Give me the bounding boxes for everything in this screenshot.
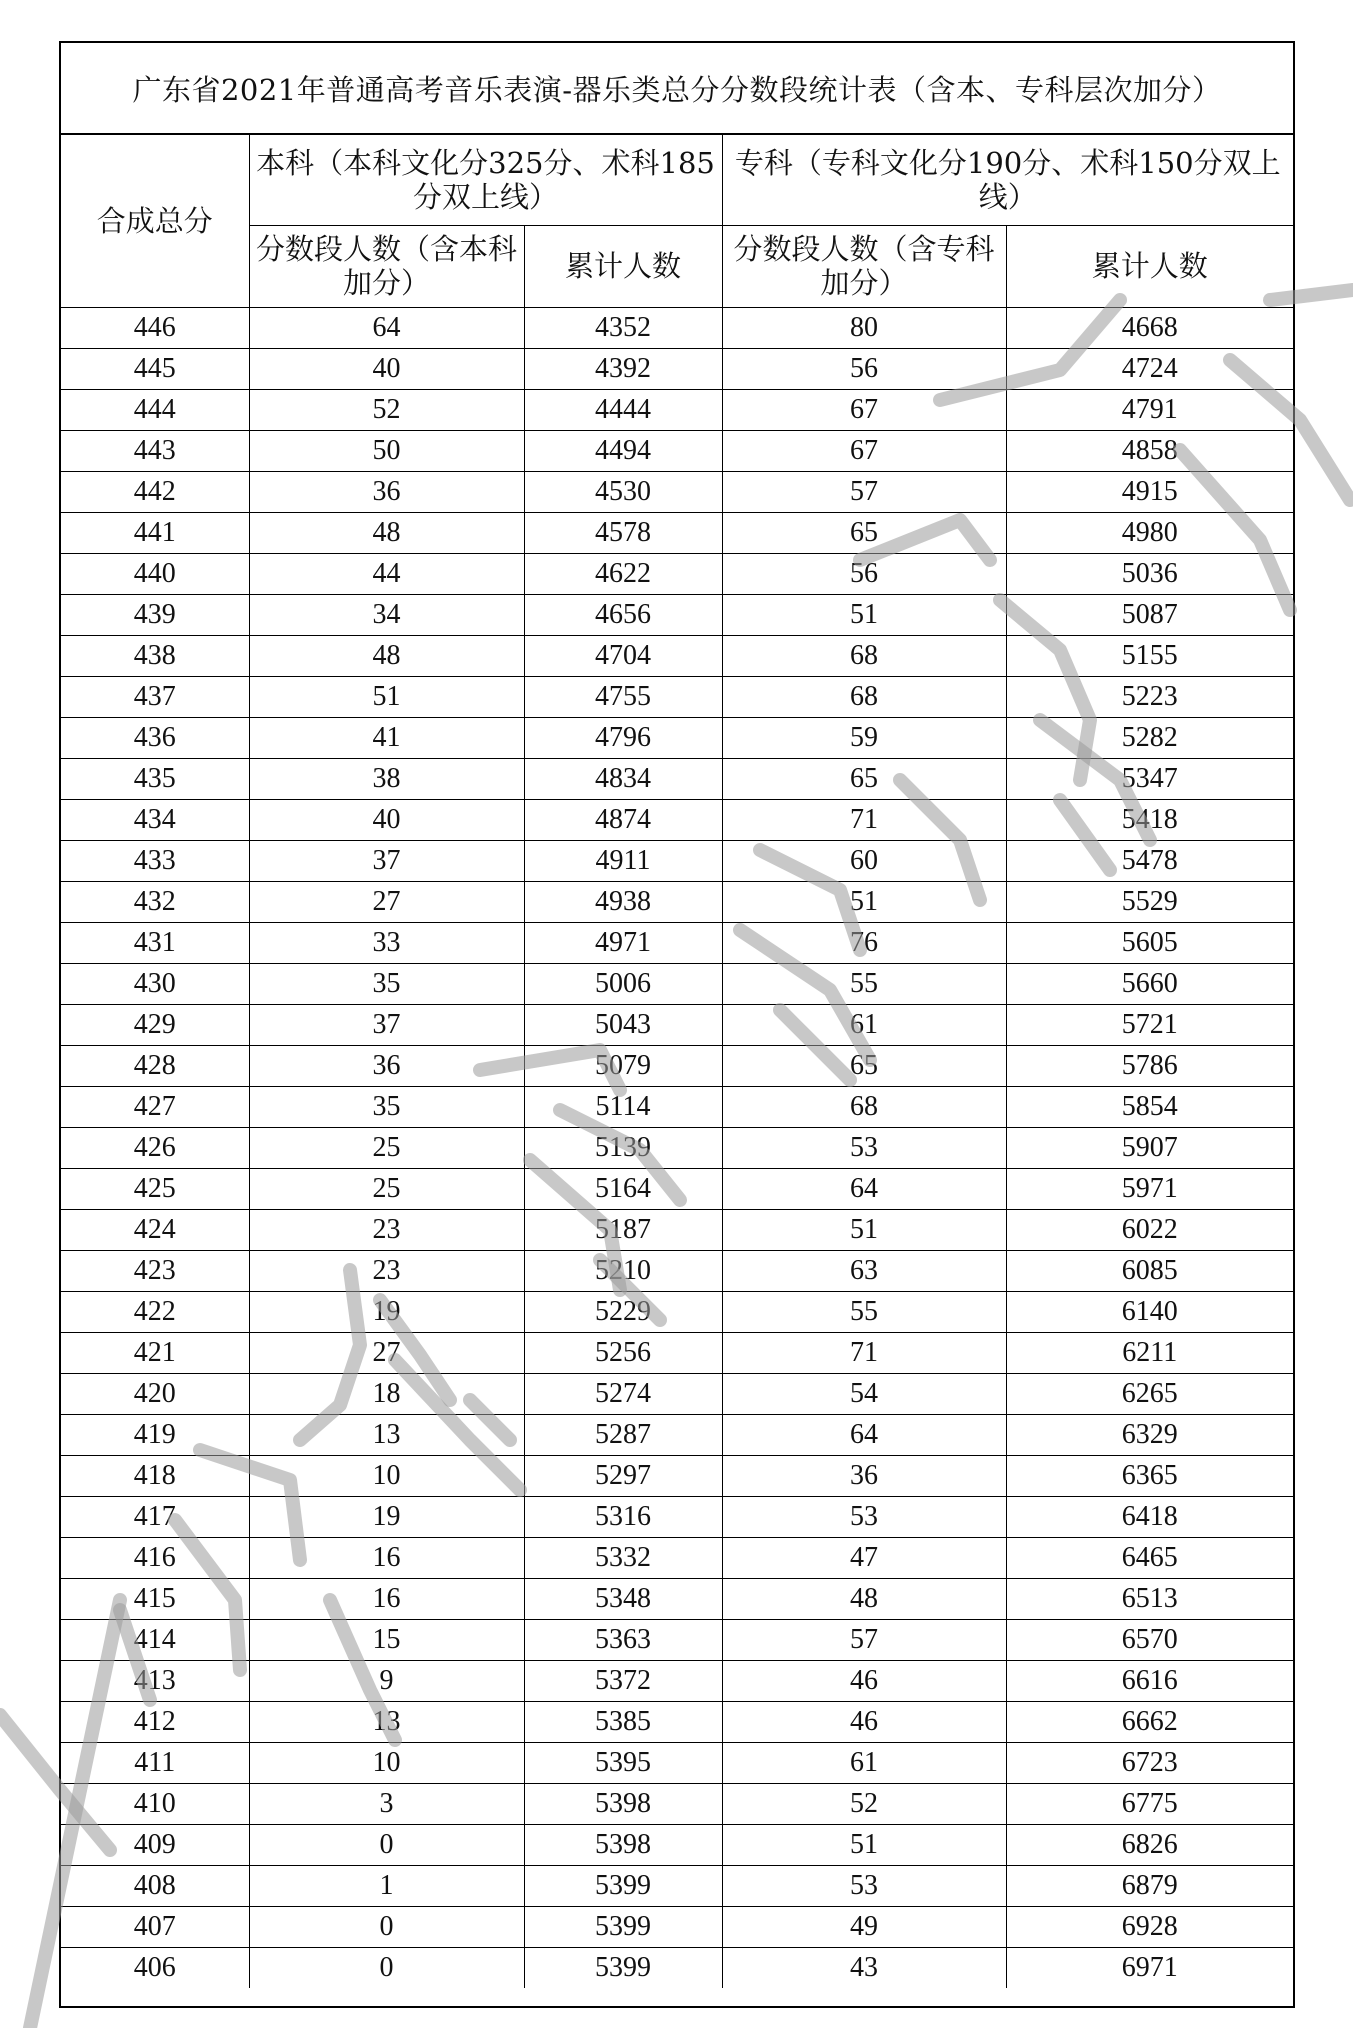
table-row [61,1824,1293,1865]
cell-undergrad-count: 44 [249,553,524,594]
cell-undergrad-cumulative: 5399 [524,1906,722,1947]
cell-junior-count: 71 [722,1332,1006,1373]
cell-total-score: 439 [61,594,249,635]
cell-undergrad-cumulative: 5210 [524,1250,722,1291]
cell-undergrad-count: 33 [249,922,524,963]
table-title: 广东省2021年普通高考音乐表演-器乐类总分分数段统计表（含本、专科层次加分） [61,43,1293,135]
table-row [61,1578,1293,1619]
cell-total-score: 408 [61,1865,249,1906]
cell-undergrad-cumulative: 5398 [524,1783,722,1824]
cell-junior-cumulative: 6465 [1006,1537,1293,1578]
cell-undergrad-count: 40 [249,799,524,840]
cell-total-score: 417 [61,1496,249,1537]
cell-undergrad-cumulative: 4578 [524,512,722,553]
cell-junior-count: 68 [722,676,1006,717]
cell-junior-count: 67 [722,430,1006,471]
cell-total-score: 430 [61,963,249,1004]
cell-total-score: 440 [61,553,249,594]
cell-undergrad-cumulative: 5139 [524,1127,722,1168]
cell-undergrad-count: 41 [249,717,524,758]
table-row [61,307,1293,348]
cell-undergrad-cumulative: 5256 [524,1332,722,1373]
table-row [61,1004,1293,1045]
table-row [61,635,1293,676]
header-undergrad-count: 分数段人数（含本科加分） [249,225,524,307]
cell-total-score: 434 [61,799,249,840]
cell-junior-cumulative: 6140 [1006,1291,1293,1332]
table-row [61,1947,1293,1988]
cell-undergrad-cumulative: 5363 [524,1619,722,1660]
cell-undergrad-count: 16 [249,1578,524,1619]
cell-undergrad-count: 35 [249,963,524,1004]
cell-undergrad-count: 23 [249,1250,524,1291]
cell-total-score: 441 [61,512,249,553]
cell-junior-count: 63 [722,1250,1006,1291]
cell-undergrad-count: 18 [249,1373,524,1414]
table-row [61,922,1293,963]
cell-undergrad-cumulative: 5229 [524,1291,722,1332]
table-row [61,799,1293,840]
cell-undergrad-cumulative: 5079 [524,1045,722,1086]
header-undergrad-cumulative: 累计人数 [524,225,722,307]
cell-junior-count: 67 [722,389,1006,430]
cell-junior-count: 65 [722,1045,1006,1086]
cell-undergrad-cumulative: 4971 [524,922,722,963]
cell-total-score: 411 [61,1742,249,1783]
cell-undergrad-cumulative: 4704 [524,635,722,676]
cell-undergrad-cumulative: 5287 [524,1414,722,1455]
cell-total-score: 414 [61,1619,249,1660]
table-row [61,1209,1293,1250]
cell-junior-count: 57 [722,1619,1006,1660]
cell-undergrad-count: 52 [249,389,524,430]
cell-total-score: 406 [61,1947,249,1988]
cell-junior-cumulative: 5418 [1006,799,1293,840]
cell-junior-cumulative: 4915 [1006,471,1293,512]
cell-undergrad-cumulative: 5316 [524,1496,722,1537]
cell-undergrad-count: 13 [249,1414,524,1455]
cell-junior-count: 64 [722,1168,1006,1209]
cell-junior-count: 51 [722,1209,1006,1250]
cell-junior-count: 76 [722,922,1006,963]
cell-undergrad-cumulative: 4622 [524,553,722,594]
cell-total-score: 412 [61,1701,249,1742]
cell-junior-cumulative: 6365 [1006,1455,1293,1496]
cell-undergrad-cumulative: 4530 [524,471,722,512]
cell-total-score: 443 [61,430,249,471]
cell-undergrad-count: 16 [249,1537,524,1578]
cell-undergrad-count: 50 [249,430,524,471]
cell-undergrad-count: 51 [249,676,524,717]
cell-total-score: 436 [61,717,249,758]
cell-total-score: 445 [61,348,249,389]
cell-undergrad-cumulative: 5385 [524,1701,722,1742]
cell-undergrad-cumulative: 4656 [524,594,722,635]
cell-undergrad-cumulative: 4444 [524,389,722,430]
cell-junior-cumulative: 6570 [1006,1619,1293,1660]
cell-undergrad-count: 35 [249,1086,524,1127]
cell-junior-cumulative: 4668 [1006,307,1293,348]
table-row [61,594,1293,635]
cell-undergrad-cumulative: 5043 [524,1004,722,1045]
cell-undergrad-count: 25 [249,1168,524,1209]
cell-undergrad-count: 13 [249,1701,524,1742]
cell-junior-cumulative: 5087 [1006,594,1293,635]
cell-junior-cumulative: 6616 [1006,1660,1293,1701]
table-row [61,1537,1293,1578]
cell-undergrad-count: 38 [249,758,524,799]
cell-total-score: 431 [61,922,249,963]
table-row [61,389,1293,430]
cell-junior-cumulative: 5660 [1006,963,1293,1004]
table-row [61,1414,1293,1455]
cell-total-score: 424 [61,1209,249,1250]
cell-junior-count: 43 [722,1947,1006,1988]
table-row [61,963,1293,1004]
cell-junior-count: 51 [722,594,1006,635]
table-row [61,348,1293,389]
cell-undergrad-count: 10 [249,1455,524,1496]
table-header [61,135,1293,307]
table-row [61,1742,1293,1783]
header-total-score: 合成总分 [61,135,249,307]
cell-junior-count: 46 [722,1660,1006,1701]
table-row [61,1250,1293,1291]
cell-total-score: 444 [61,389,249,430]
cell-junior-cumulative: 6826 [1006,1824,1293,1865]
cell-undergrad-count: 36 [249,1045,524,1086]
cell-undergrad-count: 64 [249,307,524,348]
cell-junior-count: 36 [722,1455,1006,1496]
cell-undergrad-count: 10 [249,1742,524,1783]
table-row [61,1332,1293,1373]
cell-undergrad-cumulative: 5164 [524,1168,722,1209]
cell-junior-count: 53 [722,1127,1006,1168]
cell-junior-count: 51 [722,881,1006,922]
cell-undergrad-cumulative: 4911 [524,840,722,881]
cell-total-score: 426 [61,1127,249,1168]
cell-undergrad-count: 23 [249,1209,524,1250]
cell-junior-count: 68 [722,635,1006,676]
cell-undergrad-count: 25 [249,1127,524,1168]
cell-junior-count: 65 [722,512,1006,553]
cell-undergrad-count: 48 [249,635,524,676]
cell-total-score: 428 [61,1045,249,1086]
cell-undergrad-count: 27 [249,1332,524,1373]
cell-junior-count: 65 [722,758,1006,799]
cell-junior-cumulative: 6513 [1006,1578,1293,1619]
cell-undergrad-cumulative: 4834 [524,758,722,799]
table-row [61,1906,1293,1947]
cell-junior-count: 59 [722,717,1006,758]
cell-total-score: 415 [61,1578,249,1619]
cell-junior-count: 46 [722,1701,1006,1742]
cell-junior-cumulative: 5971 [1006,1168,1293,1209]
cell-total-score: 413 [61,1660,249,1701]
cell-junior-count: 55 [722,963,1006,1004]
cell-junior-cumulative: 5223 [1006,676,1293,717]
cell-junior-cumulative: 6211 [1006,1332,1293,1373]
cell-junior-cumulative: 6662 [1006,1701,1293,1742]
cell-undergrad-cumulative: 5297 [524,1455,722,1496]
cell-junior-cumulative: 4858 [1006,430,1293,471]
cell-total-score: 420 [61,1373,249,1414]
cell-total-score: 422 [61,1291,249,1332]
table-row [61,1619,1293,1660]
cell-undergrad-count: 27 [249,881,524,922]
cell-junior-count: 56 [722,348,1006,389]
cell-total-score: 423 [61,1250,249,1291]
cell-undergrad-cumulative: 4392 [524,348,722,389]
header-junior-group: 专科（专科文化分190分、术科150分双上线） [722,135,1293,225]
cell-total-score: 435 [61,758,249,799]
cell-junior-cumulative: 5036 [1006,553,1293,594]
table-body [61,307,1293,1988]
cell-undergrad-cumulative: 5114 [524,1086,722,1127]
cell-junior-cumulative: 5282 [1006,717,1293,758]
table-row [61,1086,1293,1127]
cell-total-score: 432 [61,881,249,922]
table-row [61,430,1293,471]
score-table-sheet [59,41,1295,2008]
cell-undergrad-count: 0 [249,1824,524,1865]
cell-junior-cumulative: 6022 [1006,1209,1293,1250]
table-row [61,1865,1293,1906]
cell-undergrad-cumulative: 4796 [524,717,722,758]
table-row [61,676,1293,717]
cell-junior-cumulative: 5786 [1006,1045,1293,1086]
cell-junior-count: 64 [722,1414,1006,1455]
cell-junior-cumulative: 6928 [1006,1906,1293,1947]
cell-junior-count: 71 [722,799,1006,840]
header-junior-cumulative: 累计人数 [1006,225,1293,307]
cell-junior-count: 61 [722,1004,1006,1045]
cell-undergrad-count: 15 [249,1619,524,1660]
cell-undergrad-cumulative: 5399 [524,1947,722,1988]
cell-junior-cumulative: 4724 [1006,348,1293,389]
cell-total-score: 416 [61,1537,249,1578]
cell-undergrad-count: 3 [249,1783,524,1824]
header-junior-count: 分数段人数（含专科加分） [722,225,1006,307]
cell-total-score: 421 [61,1332,249,1373]
table-row [61,881,1293,922]
cell-total-score: 419 [61,1414,249,1455]
cell-junior-count: 80 [722,307,1006,348]
cell-undergrad-cumulative: 5332 [524,1537,722,1578]
cell-total-score: 407 [61,1906,249,1947]
cell-junior-count: 49 [722,1906,1006,1947]
cell-junior-cumulative: 6085 [1006,1250,1293,1291]
cell-undergrad-cumulative: 4938 [524,881,722,922]
table-row [61,1045,1293,1086]
cell-undergrad-count: 0 [249,1906,524,1947]
table-row [61,840,1293,881]
cell-undergrad-count: 19 [249,1496,524,1537]
cell-undergrad-cumulative: 5274 [524,1373,722,1414]
cell-undergrad-count: 48 [249,512,524,553]
cell-undergrad-count: 40 [249,348,524,389]
cell-total-score: 418 [61,1455,249,1496]
table-row [61,1291,1293,1332]
cell-undergrad-cumulative: 5348 [524,1578,722,1619]
cell-junior-cumulative: 5478 [1006,840,1293,881]
cell-junior-count: 47 [722,1537,1006,1578]
cell-undergrad-cumulative: 5398 [524,1824,722,1865]
cell-junior-count: 53 [722,1496,1006,1537]
cell-undergrad-count: 36 [249,471,524,512]
cell-undergrad-cumulative: 5187 [524,1209,722,1250]
cell-undergrad-count: 37 [249,840,524,881]
cell-total-score: 438 [61,635,249,676]
cell-total-score: 425 [61,1168,249,1209]
cell-total-score: 433 [61,840,249,881]
cell-undergrad-count: 34 [249,594,524,635]
table-row [61,1455,1293,1496]
cell-junior-count: 54 [722,1373,1006,1414]
header-undergrad-group: 本科（本科文化分325分、术科185分双上线） [249,135,722,225]
cell-total-score: 410 [61,1783,249,1824]
cell-junior-cumulative: 6418 [1006,1496,1293,1537]
cell-junior-count: 56 [722,553,1006,594]
table-row [61,1373,1293,1414]
cell-total-score: 437 [61,676,249,717]
cell-undergrad-cumulative: 4874 [524,799,722,840]
cell-total-score: 409 [61,1824,249,1865]
cell-total-score: 442 [61,471,249,512]
cell-undergrad-cumulative: 5399 [524,1865,722,1906]
table-row [61,1496,1293,1537]
table-row [61,1660,1293,1701]
cell-junior-cumulative: 6775 [1006,1783,1293,1824]
cell-undergrad-cumulative: 5006 [524,963,722,1004]
cell-junior-cumulative: 5347 [1006,758,1293,799]
cell-undergrad-cumulative: 5395 [524,1742,722,1783]
table-row [61,1701,1293,1742]
cell-junior-count: 55 [722,1291,1006,1332]
cell-undergrad-count: 19 [249,1291,524,1332]
cell-junior-cumulative: 6879 [1006,1865,1293,1906]
cell-total-score: 446 [61,307,249,348]
cell-junior-cumulative: 5854 [1006,1086,1293,1127]
cell-junior-cumulative: 5529 [1006,881,1293,922]
cell-undergrad-cumulative: 4755 [524,676,722,717]
cell-junior-cumulative: 5721 [1006,1004,1293,1045]
table-row [61,471,1293,512]
cell-junior-cumulative: 4980 [1006,512,1293,553]
cell-undergrad-cumulative: 4494 [524,430,722,471]
cell-junior-cumulative: 5155 [1006,635,1293,676]
cell-total-score: 429 [61,1004,249,1045]
table-row [61,553,1293,594]
cell-undergrad-count: 0 [249,1947,524,1988]
cell-undergrad-count: 1 [249,1865,524,1906]
cell-junior-cumulative: 6971 [1006,1947,1293,1988]
cell-junior-count: 51 [722,1824,1006,1865]
cell-junior-count: 60 [722,840,1006,881]
cell-junior-count: 53 [722,1865,1006,1906]
cell-junior-cumulative: 5907 [1006,1127,1293,1168]
cell-junior-cumulative: 6265 [1006,1373,1293,1414]
score-distribution-table [61,135,1293,1988]
cell-undergrad-count: 37 [249,1004,524,1045]
cell-junior-count: 52 [722,1783,1006,1824]
table-row [61,1168,1293,1209]
cell-undergrad-cumulative: 5372 [524,1660,722,1701]
cell-junior-count: 48 [722,1578,1006,1619]
table-row [61,717,1293,758]
table-row [61,1127,1293,1168]
cell-junior-cumulative: 6723 [1006,1742,1293,1783]
cell-undergrad-cumulative: 4352 [524,307,722,348]
cell-junior-cumulative: 4791 [1006,389,1293,430]
cell-junior-cumulative: 6329 [1006,1414,1293,1455]
cell-junior-count: 57 [722,471,1006,512]
table-row [61,1783,1293,1824]
cell-junior-count: 61 [722,1742,1006,1783]
cell-undergrad-count: 9 [249,1660,524,1701]
table-row [61,512,1293,553]
cell-junior-count: 68 [722,1086,1006,1127]
cell-junior-cumulative: 5605 [1006,922,1293,963]
cell-total-score: 427 [61,1086,249,1127]
table-row [61,758,1293,799]
